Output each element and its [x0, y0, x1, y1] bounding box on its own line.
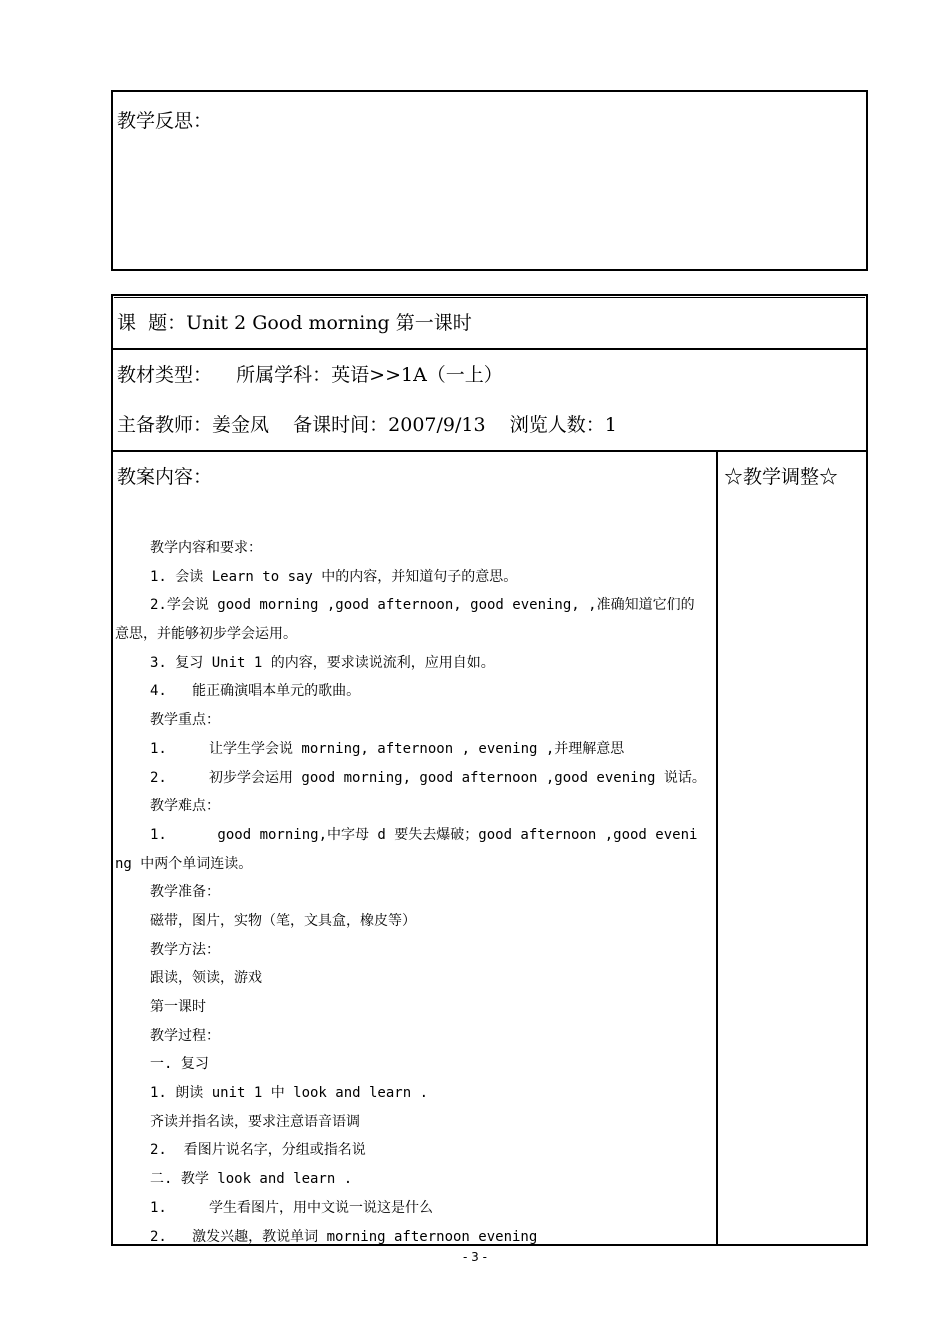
content-line: 1. 学生看图片，用中文说一说这是什么 — [150, 1199, 433, 1216]
content-line: 教学难点： — [150, 798, 220, 815]
content-line: 跟读，领读，游戏 — [150, 970, 262, 987]
content-line: 教学方法： — [150, 941, 220, 958]
material-type-line: 教材类型： 所属学科：英语>>1A（一上） — [117, 364, 503, 386]
content-line: 磁带，图片，实物（笔，文具盒，橡皮等） — [150, 912, 416, 929]
lesson-content-body — [115, 534, 715, 1251]
teaching-reflection-box — [111, 90, 868, 271]
content-line: 4. 能正确演唱本单元的歌曲。 — [150, 683, 361, 700]
content-line: 1. good morning,中字母 d 要失去爆破；good afternoon ,good eveni — [150, 826, 698, 843]
content-line: 1. 让学生学会说 morning, afternoon , evening ,并理解意思 — [150, 740, 625, 757]
divider — [113, 450, 866, 452]
content-line: 教学重点： — [150, 712, 220, 729]
content-line: 1. 会读 Learn to say 中的内容，并知道句子的意思。 — [150, 568, 518, 585]
lesson-plan-table — [111, 294, 868, 1246]
content-line: 2. 看图片说名字，分组或指名说 — [150, 1142, 366, 1159]
content-line: 2. 激发兴趣，教说单词 morning afternoon evening — [150, 1228, 538, 1245]
teaching-reflection-label: 教学反思： — [117, 110, 213, 132]
content-line: 二. 教学 look and learn . — [150, 1171, 353, 1188]
teacher-info-line: 主备教师：姜金凤 备课时间：2007/9/13 浏览人数：1 — [117, 414, 617, 436]
content-line: 3. 复习 Unit 1 的内容，要求读说流利，应用自如。 — [150, 654, 495, 671]
teaching-adjustment-title: ☆教学调整☆ — [724, 466, 839, 488]
content-line: 齐读并指名读，要求注意语音语调 — [150, 1113, 360, 1130]
divider — [113, 348, 866, 350]
content-line: 教学准备： — [150, 884, 220, 901]
content-line: 2.学会说 good morning ,good afternoon, good evening, ,准确知道它们的 — [150, 597, 695, 614]
content-line: 1. 朗读 unit 1 中 look and learn . — [150, 1085, 429, 1102]
column-divider — [716, 451, 718, 1244]
page-number: - 3 - — [463, 1250, 487, 1264]
lesson-topic: 课 题：Unit 2 Good morning 第一课时 — [117, 312, 472, 334]
lesson-content-title: 教案内容： — [117, 466, 213, 488]
content-line: 一. 复习 — [150, 1056, 209, 1073]
content-line: 2. 初步学会运用 good morning, good afternoon ,good evening 说话。 — [150, 769, 706, 786]
content-line: 第一课时 — [150, 999, 206, 1015]
content-line: 教学内容和要求： — [150, 540, 262, 556]
content-line: 教学过程： — [150, 1027, 220, 1044]
content-line: 意思，并能够初步学会运用。 — [115, 626, 297, 643]
content-line: ng 中两个单词连读。 — [115, 855, 253, 872]
